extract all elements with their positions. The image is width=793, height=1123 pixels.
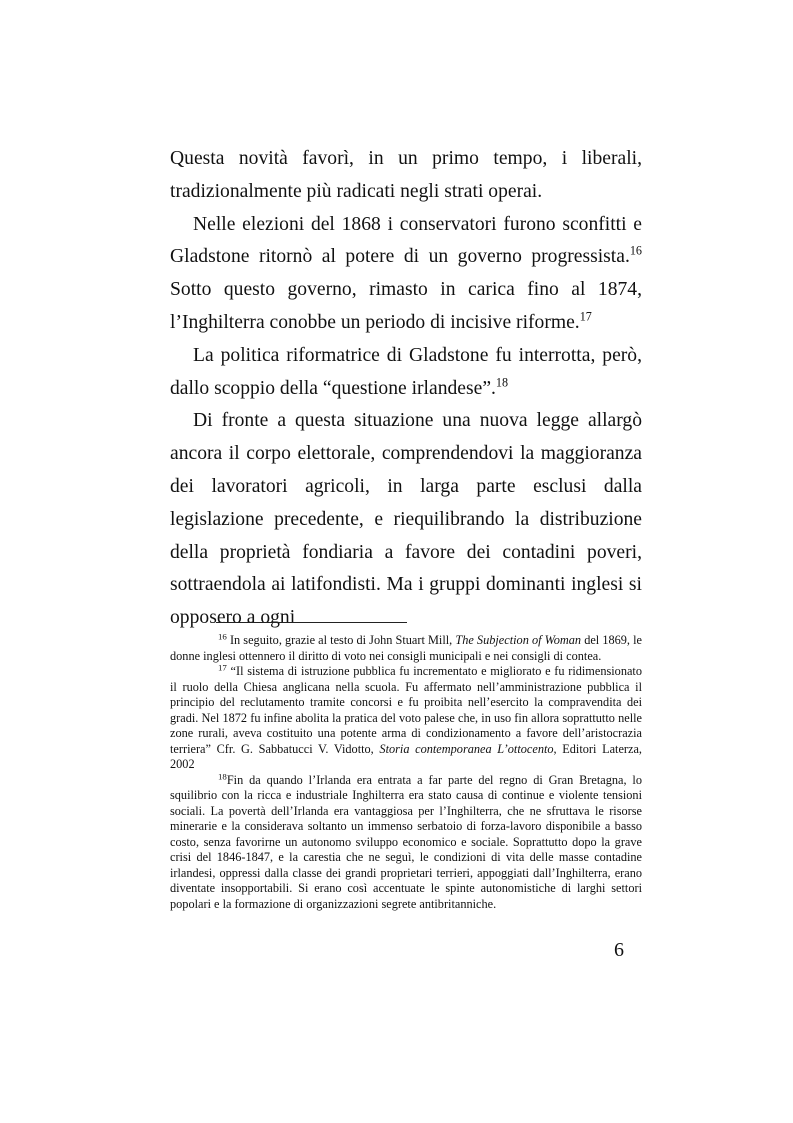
footnote-number: 16 xyxy=(218,631,227,642)
paragraph-4: Di fronte a questa situazione una nuova legge allargò ancora il corpo elettorale, comprendendovi la maggioranza dei lavoratori agricoli, in larga parte esclusi dalla legislazione precedente, e riequilibrando la distribuzione della proprietà fondiaria a favore dei contadini poveri, sottraendola ai latifondisti. Ma i gruppi dominanti inglesi si opposero a ogni xyxy=(170,410,642,629)
footnote-16: $^{16}$ In seguito, grazie al testo di John Stuart Mill, The Subjection of Woman del 1869, le donne inglesi ottennero il diritto di voto nei consigli municipali e nei consigli di contea. xyxy=(170,631,642,663)
footnote-separator xyxy=(216,622,407,623)
footnote-number: 17 xyxy=(218,662,227,673)
footnote-ref-16[interactable]: 16 xyxy=(629,244,642,259)
page-number: 6 xyxy=(614,939,624,961)
footnote-18: $^{18}$Fin da quando l’Irlanda era entrata a far parte del regno di Gran Bretagna, lo squilibrio con la ricca e industriale Inghilterra era stato causa di continue e violente tensioni sociali. La povertà dell’Irlanda era vantaggiosa per l’Inghilterra, che ne sfruttava le risorse minerarie e la considerava soltanto un immenso serbatoio di forza-lavoro disponibile a basso costo, senza favorirne un autonomo sviluppo economico e sociale. Soprattutto dopo la grave crisi del 1846-1847, e la carestia che ne seguì, le condizioni di vita delle masse contadine irlandesi, oppressi dalla classe dei grandi proprietari terrieri, appoggiati dall’Inghilterra, erano diventate insopportabili. Si erano così accentuate le spinte autonomistiche di larghi settori popolari e la formazione di organizzazioni segrete antibritanniche. xyxy=(170,771,642,911)
main-text xyxy=(170,143,642,635)
footnote-17: $^{17}$ “Il sistema di istruzione pubblica fu incrementato e migliorato e fu ridimensionato il ruolo della Chiesa anglicana nella scuola. Fu affermato nell’amministrazione pubblica il principio del reclutamento tramite concorsi e fu proibita nell’esercito la compravendita dei gradi. Nel 1872 fu infine abolita la pratica del voto palese che, in uso fin allora soprattutto nelle zone rurali, aveva costituito una potente arma di condizionamento a favore dell’aristocrazia terriera” Cfr. G. Sabbatucci V. Vidotto, Storia contemporanea L’ottocento, Editori Laterza, 2002 xyxy=(170,662,642,771)
paragraph-3: La politica riformatrice di Gladstone fu interrotta, però, dallo scoppio della “questione irlandese”.$^{18}$ xyxy=(170,344,642,399)
footnote-number: 18 xyxy=(218,771,227,782)
paragraph-1: Questa novità favorì, in un primo tempo, i liberali, tradizionalmente più radicati negli strati operai. xyxy=(170,148,642,202)
footnote-ref-17[interactable]: 17 xyxy=(579,309,592,324)
footnotes xyxy=(170,633,642,912)
paragraph-2: Nelle elezioni del 1868 i conservatori furono sconfitti e Gladstone ritornò al potere di un governo progressista.$^{16}$ Sotto questo governo, rimasto in carica fino al 1874, l’Inghilterra conobbe un periodo di incisive riforme.$^{17}$ xyxy=(170,213,642,333)
footnote-ref-18[interactable]: 18 xyxy=(495,375,509,390)
